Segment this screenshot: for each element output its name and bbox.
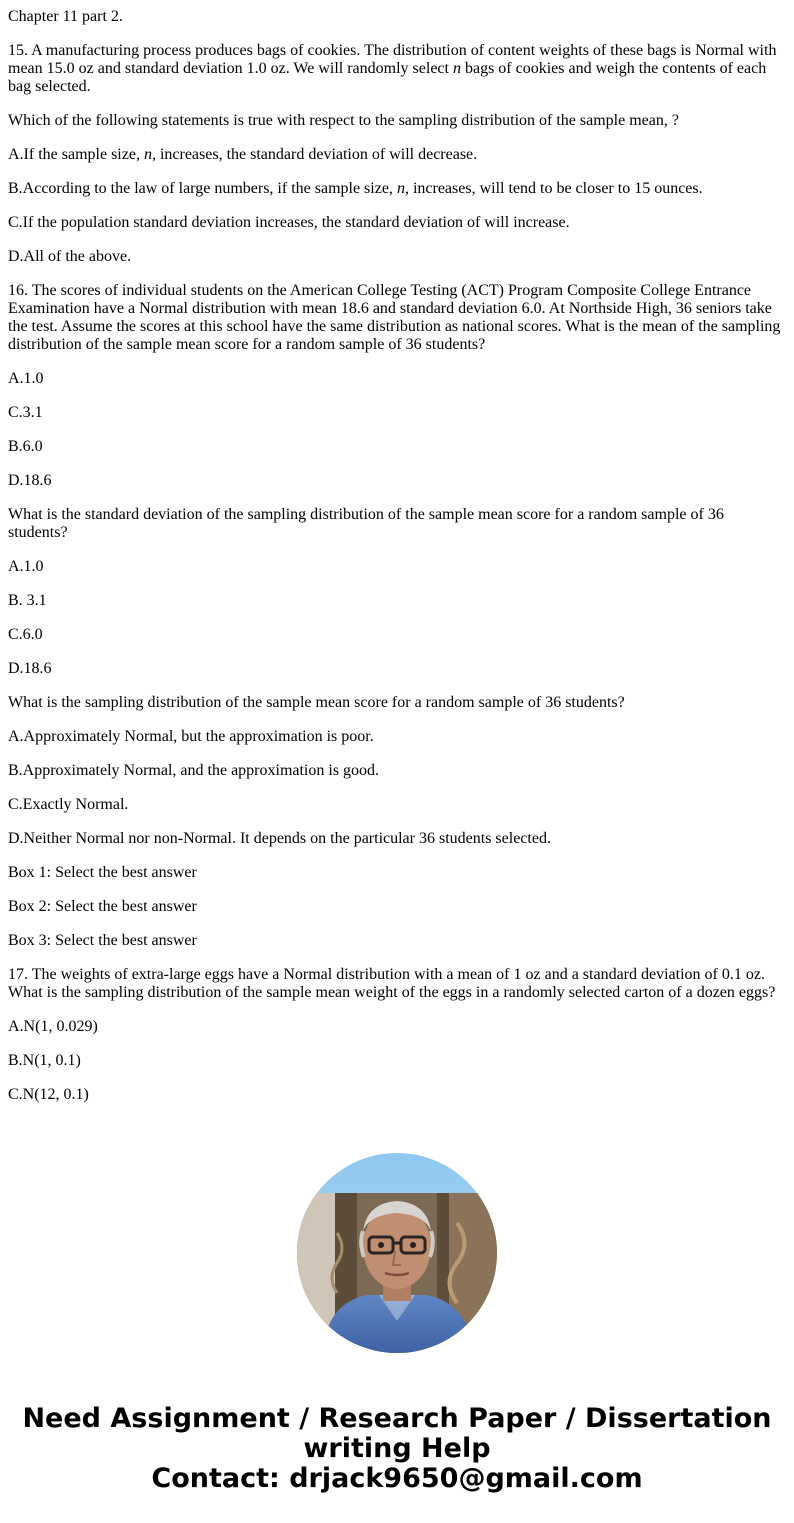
q16-part1-option: B.6.0 xyxy=(8,438,43,455)
q16-part2-option: B. 3.1 xyxy=(8,592,47,609)
answer-box-label: Box 3: Select the best answer xyxy=(8,932,197,949)
q15-option-c: C.If the population standard deviation increases, the standard deviation of will increase. xyxy=(8,214,570,231)
q16-part1-option: C.3.1 xyxy=(8,404,43,421)
q16-part3-option: B.Approximately Normal, and the approximation is good. xyxy=(8,762,380,779)
q17-stem: 17. The weights of extra-large eggs have a Normal distribution with a mean of 1 oz and a standard deviation of 0.1 oz. What is the sampling distribution of the sample mean weight of the eggs in a randomly selected carton of a dozen eggs? xyxy=(8,966,776,1001)
q17-option: B.N(1, 0.1) xyxy=(8,1052,81,1069)
author-photo xyxy=(297,1153,497,1353)
contact-banner xyxy=(0,1404,794,1494)
q16-part2-option: C.6.0 xyxy=(8,626,43,643)
q15-question: Which of the following statements is true with respect to the sampling distribution of the sample mean, ? xyxy=(8,112,679,129)
q16-part2-question: What is the standard deviation of the sampling distribution of the sample mean score for a random sample of 36 students? xyxy=(8,506,724,541)
q15-option-d: D.All of the above. xyxy=(8,248,132,265)
q16-part3-question: What is the sampling distribution of the sample mean score for a random sample of 36 students? xyxy=(8,694,625,711)
chapter-heading: Chapter 11 part 2. xyxy=(8,8,123,25)
q16-part3-option: A.Approximately Normal, but the approximation is poor. xyxy=(8,728,374,745)
q16-part3-option: D.Neither Normal nor non-Normal. It depends on the particular 36 students selected. xyxy=(8,830,551,847)
author-photo-image xyxy=(297,1153,497,1353)
q16-part2-option: A.1.0 xyxy=(8,558,44,575)
banner-line: Need Assignment / Research Paper / Dissertation xyxy=(22,1403,772,1434)
answer-box-label: Box 2: Select the best answer xyxy=(8,898,197,915)
q16-stem: 16. The scores of individual students on the American College Testing (ACT) Program Composite College Entrance Examination have a Normal distribution with mean 18.6 and standard deviation 6.0. At Northside High, 36 seniors take the test. Assume the scores at this school have the same distribution as national scores. What is the mean of the sampling distribution of the sample mean score for a random sample of 36 students? xyxy=(8,282,781,353)
banner-line: writing Help xyxy=(303,1433,491,1464)
q15-option-b: B.According to the law of large numbers, if the sample size, n, increases, will tend to be closer to 15 ounces. xyxy=(8,180,703,197)
q16-part2-option: D.18.6 xyxy=(8,660,52,677)
q15-stem: 15. A manufacturing process produces bags of cookies. The distribution of content weights of these bags is Normal with mean 15.0 oz and standard deviation 1.0 oz. We will randomly select n bags of cookies and weigh the contents of each bag selected. xyxy=(8,42,777,95)
q17-option: A.N(1, 0.029) xyxy=(8,1018,98,1035)
banner-contact-line: Contact: drjack9650@gmail.com xyxy=(151,1463,643,1494)
q16-part1-option: D.18.6 xyxy=(8,472,52,489)
q15-option-a: A.If the sample size, n, increases, the standard deviation of will decrease. xyxy=(8,146,478,163)
q16-part1-option: A.1.0 xyxy=(8,370,44,387)
q17-option: C.N(12, 0.1) xyxy=(8,1086,89,1103)
answer-box-label: Box 1: Select the best answer xyxy=(8,864,197,881)
q16-part3-option: C.Exactly Normal. xyxy=(8,796,129,813)
